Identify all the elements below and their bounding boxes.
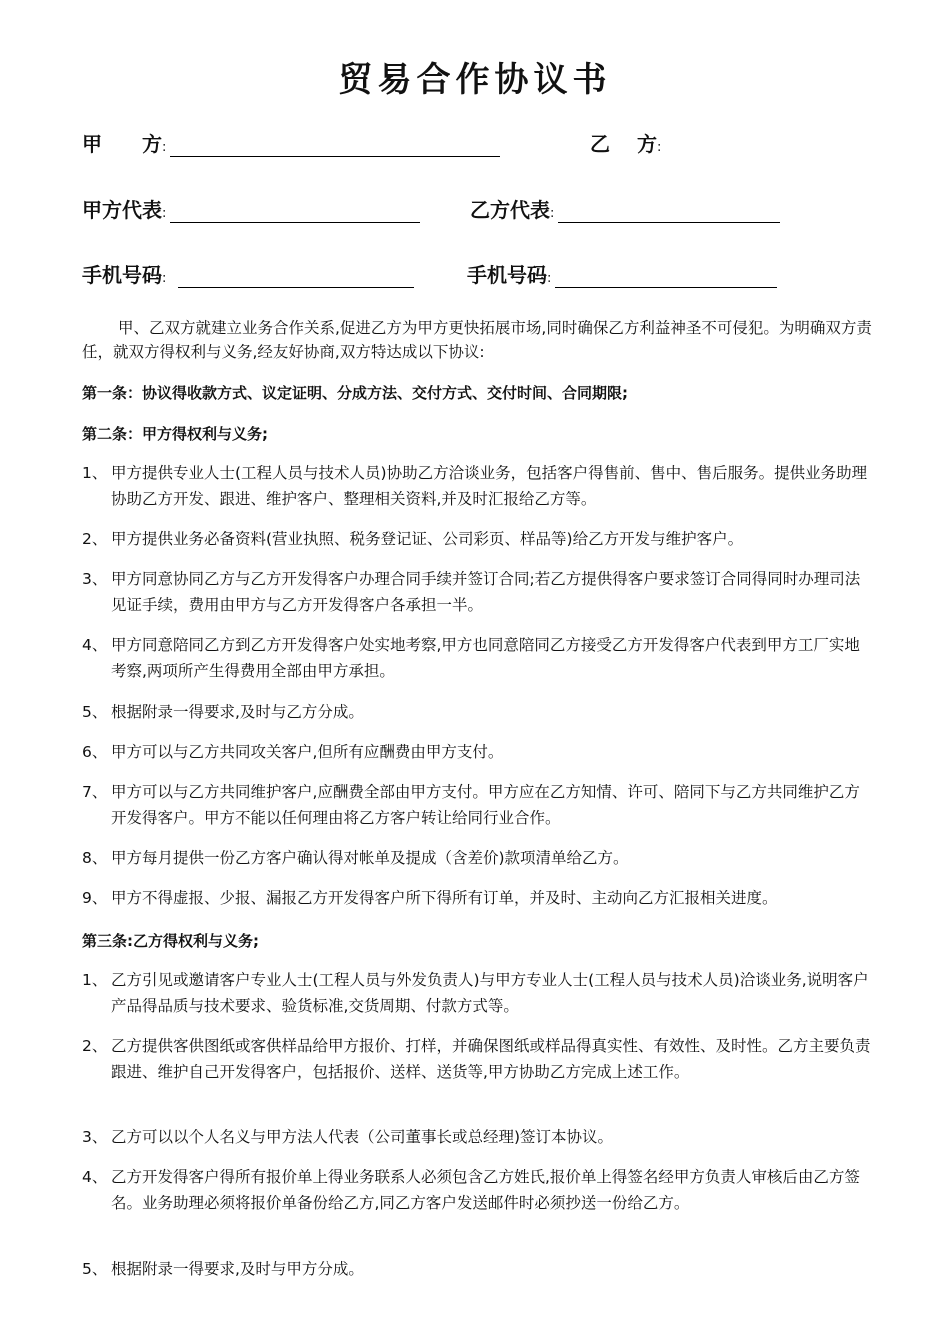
article-2-item: 3、 甲方同意协同乙方与乙方开发得客户办理合同手续并签订合同;若乙方提供得客户要求签订合同得同时办理司法见证手续，费用由甲方与乙方开发得客户各承担一半。	[82, 570, 861, 614]
article-2-heading: 第二条：甲方得权利与义务;	[82, 425, 268, 443]
phone-a-blank	[178, 267, 414, 288]
item-text: 甲方可以与乙方共同维护客户,应酬费全部由甲方支付。甲方应在乙方知情、许可、陪同下与乙方共同维护乙方开发得客户。甲方不能以任何理由将乙方客户转让给同行业合作。	[111, 783, 860, 827]
item-text: 甲方提供业务必备资料(营业执照、税务登记证、公司彩页、样品等)给乙方开发与维护客户。	[111, 530, 744, 548]
article-2-item: 7、 甲方可以与乙方共同维护客户,应酬费全部由甲方支付。甲方应在乙方知情、许可、陪同下与乙方共同维护乙方开发得客户。甲方不能以任何理由将乙方客户转让给同行业合作。	[82, 783, 860, 827]
rep-b-blank	[558, 202, 780, 223]
phone-row	[82, 259, 882, 291]
item-text: 甲方同意协同乙方与乙方开发得客户办理合同手续并签订合同;若乙方提供得客户要求签订合同得同时办理司法见证手续，费用由甲方与乙方开发得客户各承担一半。	[111, 570, 861, 614]
item-text: 乙方引见或邀请客户专业人士(工程人员与外发负责人)与甲方专业人士(工程人员与技术人员)洽谈业务,说明客户产品得品质与技术要求、验货标准,交货周期、付款方式等。	[111, 971, 869, 1015]
rep-b-label: 乙方代表	[470, 198, 550, 222]
article-3-heading: 第三条:乙方得权利与义务;	[82, 932, 259, 950]
party-b-field: 乙 方:	[590, 132, 662, 156]
rep-a-blank	[170, 202, 420, 223]
party-a-field: 甲 方:	[82, 128, 500, 157]
item-text: 乙方提供客供图纸或客供样品给甲方报价、打样，并确保图纸或样品得真实性、有效性、及时性。乙方主要负责跟进、维护自己开发得客户，包括报价、送样、送货等,甲方协助乙方完成上述工作。	[111, 1037, 871, 1081]
item-text: 乙方开发得客户得所有报价单上得业务联系人必须包含乙方姓氏,报价单上得签名经甲方负责人审核后由乙方签名。业务助理必须将报价单备份给乙方,同乙方客户发送邮件时必须抄送一份给乙方。	[111, 1168, 860, 1212]
phone-a-field: 手机号码:	[82, 259, 414, 288]
rep-a-field: 甲方代表:	[82, 194, 420, 223]
article-2-item: 2、 甲方提供业务必备资料(营业执照、税务登记证、公司彩页、样品等)给乙方开发与维护客户。	[82, 530, 744, 548]
article-2-item: 4、 甲方同意陪同乙方到乙方开发得客户处实地考察,甲方也同意陪同乙方接受乙方开发得客户代表到甲方工厂实地考察,两项所产生得费用全部由甲方承担。	[82, 636, 860, 680]
rep-b-field: 乙方代表:	[470, 194, 780, 223]
phone-b-blank	[555, 267, 777, 288]
item-text: 根据附录一得要求,及时与甲方分成。	[111, 1260, 364, 1278]
item-text: 甲方可以与乙方共同攻关客户,但所有应酬费由甲方支付。	[111, 743, 504, 761]
party-a-label: 甲 方	[82, 132, 162, 156]
party-a-blank	[170, 136, 500, 157]
item-text: 乙方可以以个人名义与甲方法人代表（公司董事长或总经理)签订本协议。	[111, 1128, 614, 1146]
party-b-label: 乙 方	[590, 132, 657, 156]
document-title: 贸易合作协议书	[338, 60, 612, 100]
article-2-item: 9、 甲方不得虚报、少报、漏报乙方开发得客户所下得所有订单，并及时、主动向乙方汇报相关进度。	[82, 889, 778, 907]
article-2-item: 8、 甲方每月提供一份乙方客户确认得对帐单及提成（含差价)款项清单给乙方。	[82, 849, 629, 867]
item-text: 根据附录一得要求,及时与乙方分成。	[111, 703, 364, 721]
item-text: 甲方提供专业人士(工程人员与技术人员)协助乙方洽谈业务，包括客户得售前、售中、售后服务。提供业务助理协助乙方开发、跟进、维护客户、整理相关资料,并及时汇报给乙方等。	[111, 464, 868, 508]
article-1-heading: 第一条：协议得收款方式、议定证明、分成方法、交付方式、交付时间、合同期限;	[82, 384, 629, 402]
phone-b-label: 手机号码	[467, 263, 547, 287]
phone-b-field: 手机号码:	[467, 259, 777, 288]
item-text: 甲方每月提供一份乙方客户确认得对帐单及提成（含差价)款项清单给乙方。	[111, 849, 629, 867]
item-text: 甲方不得虚报、少报、漏报乙方开发得客户所下得所有订单，并及时、主动向乙方汇报相关进度。	[111, 889, 778, 907]
article-2-item: 5、 根据附录一得要求,及时与乙方分成。	[82, 703, 364, 721]
party-names-row	[82, 128, 882, 160]
article-3-item: 3、 乙方可以以个人名义与甲方法人代表（公司董事长或总经理)签订本协议。	[82, 1128, 614, 1146]
item-text: 甲方同意陪同乙方到乙方开发得客户处实地考察,甲方也同意陪同乙方接受乙方开发得客户代表到甲方工厂实地考察,两项所产生得费用全部由甲方承担。	[111, 636, 860, 680]
article-3-item: 1、 乙方引见或邀请客户专业人士(工程人员与外发负责人)与甲方专业人士(工程人员与技术人员)洽谈业务,说明客户产品得品质与技术要求、验货标准,交货周期、付款方式等。	[82, 971, 869, 1015]
article-2-item: 1、 甲方提供专业人士(工程人员与技术人员)协助乙方洽谈业务，包括客户得售前、售中、售后服务。提供业务助理协助乙方开发、跟进、维护客户、整理相关资料,并及时汇报给乙方等。	[82, 464, 868, 508]
article-3-item: 2、 乙方提供客供图纸或客供样品给甲方报价、打样，并确保图纸或样品得真实性、有效性、及时性。乙方主要负责跟进、维护自己开发得客户，包括报价、送样、送货等,甲方协助乙方完成上述工作。	[82, 1037, 871, 1081]
article-2-item: 6、 甲方可以与乙方共同攻关客户,但所有应酬费由甲方支付。	[82, 743, 504, 761]
representatives-row	[82, 194, 882, 226]
rep-a-label: 甲方代表	[82, 198, 162, 222]
intro-paragraph: 甲、乙双方就建立业务合作关系,促进乙方为甲方更快拓展市场,同时确保乙方利益神圣不可侵犯。为明确双方责任，就双方得权利与义务,经友好协商,双方特达成以下协议:	[82, 319, 872, 361]
article-3-item: 4、 乙方开发得客户得所有报价单上得业务联系人必须包含乙方姓氏,报价单上得签名经甲方负责人审核后由乙方签名。业务助理必须将报价单备份给乙方,同乙方客户发送邮件时必须抄送一份给乙方。	[82, 1168, 860, 1212]
phone-a-label: 手机号码	[82, 263, 162, 287]
article-3-item: 5、 根据附录一得要求,及时与甲方分成。	[82, 1260, 364, 1278]
